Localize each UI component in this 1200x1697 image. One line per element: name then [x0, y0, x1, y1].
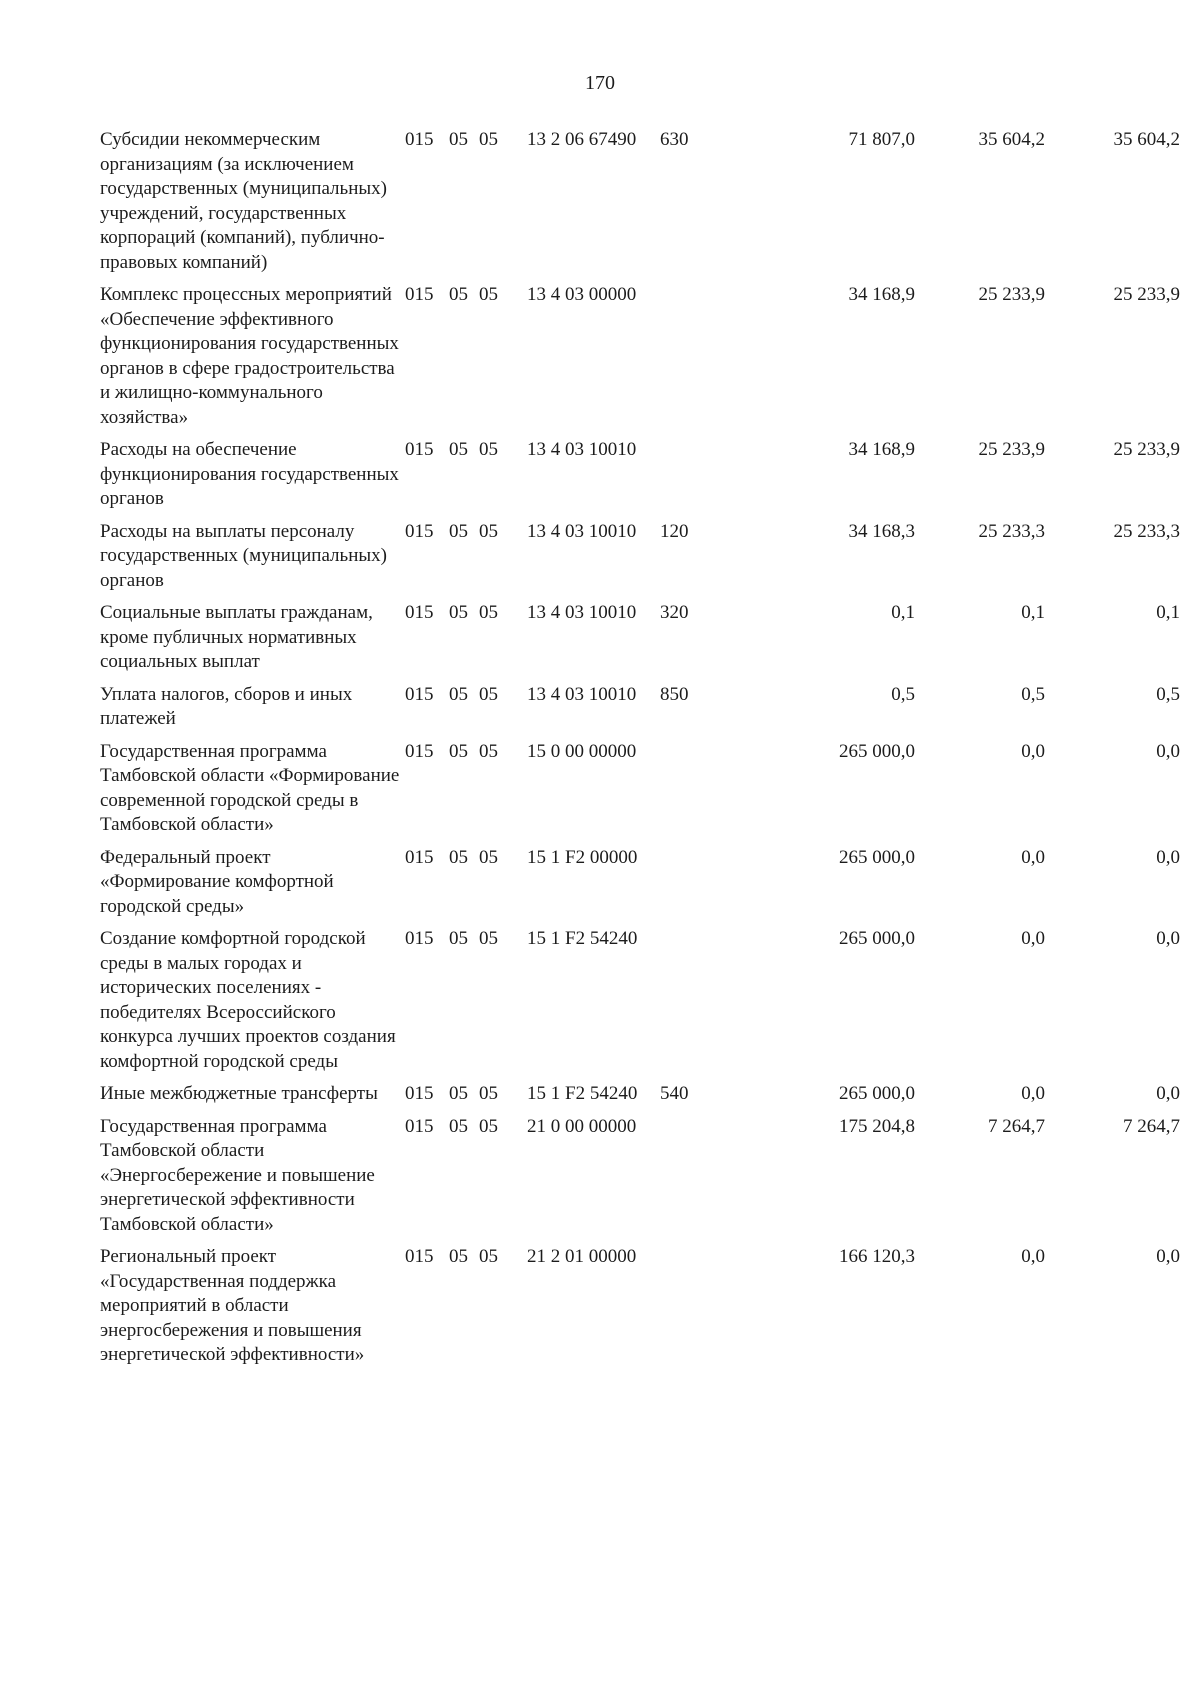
page-number: 170 — [585, 72, 615, 94]
target-article-code: 21 2 01 00000 — [527, 1246, 637, 1267]
ministry-code: 015 — [405, 520, 434, 542]
sum-year-3: 25 233,9 — [1113, 284, 1180, 305]
row-name: Государственная программа Тамбовской области «Энергосбережение и повышение энергетической эффективности Тамбовской области» — [100, 1115, 375, 1235]
ministry-code: 015 — [405, 602, 434, 623]
ministry-code: 015 — [405, 439, 434, 460]
sum-year-1: 34 168,9 — [848, 439, 915, 460]
sum-year-1: 265 000,0 — [839, 740, 915, 762]
section-code: 05 — [449, 602, 468, 623]
table-row — [100, 283, 1180, 430]
table-row — [100, 601, 1180, 675]
table-row — [100, 128, 1180, 275]
target-article-code: 21 0 00 00000 — [527, 1115, 637, 1137]
target-article-code: 13 4 03 10010 — [527, 520, 637, 542]
sum-year-2: 25 233,9 — [978, 439, 1045, 460]
subsection-code: 05 — [479, 1115, 498, 1137]
row-name: Создание комфортной городской среды в малых городах и исторических поселениях - победителях Всероссийского конкурса лучших проектов создания комфортной городской среды — [100, 928, 396, 1072]
table-row — [100, 438, 1180, 512]
section-code: 05 — [449, 1083, 468, 1104]
ministry-code: 015 — [405, 284, 434, 305]
section-code: 05 — [449, 683, 468, 705]
subsection-code: 05 — [479, 602, 498, 623]
sum-year-1: 175 204,8 — [839, 1115, 915, 1137]
sum-year-2: 0,0 — [1021, 846, 1045, 868]
sum-year-1: 34 168,3 — [848, 520, 915, 542]
table-row — [100, 520, 1180, 594]
sum-year-1: 71 807,0 — [848, 129, 915, 150]
subsection-code: 05 — [479, 129, 498, 150]
subsection-code: 05 — [479, 439, 498, 460]
sum-year-2: 7 264,7 — [988, 1115, 1045, 1137]
target-article-code: 13 4 03 10010 — [527, 602, 637, 623]
section-code: 05 — [449, 1115, 468, 1137]
sum-year-2: 0,0 — [1021, 1246, 1045, 1267]
table-row — [100, 1115, 1180, 1238]
target-article-code: 15 1 F2 54240 — [527, 928, 638, 949]
budget-table — [100, 128, 1180, 1376]
subsection-code: 05 — [479, 1083, 498, 1104]
ministry-code: 015 — [405, 1115, 434, 1137]
sum-year-1: 0,1 — [891, 602, 915, 623]
table-row — [100, 846, 1180, 920]
section-code: 05 — [449, 928, 468, 949]
target-article-code: 13 4 03 10010 — [527, 683, 637, 705]
sum-year-1: 34 168,9 — [848, 284, 915, 305]
ministry-code: 015 — [405, 928, 434, 949]
target-article-code: 15 1 F2 54240 — [527, 1083, 638, 1104]
table-row — [100, 1245, 1180, 1368]
sum-year-2: 35 604,2 — [978, 129, 1045, 150]
expense-type-code: 850 — [660, 683, 689, 705]
sum-year-3: 0,5 — [1156, 683, 1180, 705]
row-name: Комплекс процессных мероприятий «Обеспечение эффективного функционирования государственных органов в сфере градостроительства и жилищно-коммунального хозяйства» — [100, 284, 399, 428]
sum-year-3: 0,0 — [1156, 740, 1180, 762]
ministry-code: 015 — [405, 1246, 434, 1267]
ministry-code: 015 — [405, 129, 434, 150]
sum-year-1: 166 120,3 — [839, 1246, 915, 1267]
section-code: 05 — [449, 846, 468, 868]
table-row — [100, 740, 1180, 838]
row-name: Федеральный проект «Формирование комфортной городской среды» — [100, 846, 334, 917]
sum-year-3: 25 233,3 — [1113, 520, 1180, 542]
sum-year-2: 25 233,3 — [978, 520, 1045, 542]
row-name: Государственная программа Тамбовской области «Формирование современной городской среды в Тамбовской области» — [100, 740, 400, 835]
target-article-code: 15 0 00 00000 — [527, 740, 637, 762]
row-name: Расходы на обеспечение функционирования государственных органов — [100, 439, 399, 509]
ministry-code: 015 — [405, 846, 434, 868]
sum-year-1: 265 000,0 — [839, 846, 915, 868]
row-name: Социальные выплаты гражданам, кроме публичных нормативных социальных выплат — [100, 602, 373, 672]
ministry-code: 015 — [405, 740, 434, 762]
table-row — [100, 1082, 1180, 1107]
sum-year-1: 265 000,0 — [839, 1083, 915, 1104]
subsection-code: 05 — [479, 683, 498, 705]
sum-year-3: 0,1 — [1156, 602, 1180, 623]
section-code: 05 — [449, 520, 468, 542]
sum-year-2: 0,1 — [1021, 602, 1045, 623]
ministry-code: 015 — [405, 1083, 434, 1104]
section-code: 05 — [449, 740, 468, 762]
expense-type-code: 120 — [660, 520, 689, 542]
section-code: 05 — [449, 129, 468, 150]
row-name: Субсидии некоммерческим организациям (за исключением государственных (муниципальных) учреждений, государственных корпораций (компаний), публично-правовых компаний) — [100, 129, 387, 273]
target-article-code: 13 4 03 10010 — [527, 439, 637, 460]
table-row — [100, 683, 1180, 732]
sum-year-2: 0,0 — [1021, 1083, 1045, 1104]
target-article-code: 15 1 F2 00000 — [527, 846, 638, 868]
sum-year-2: 25 233,9 — [978, 284, 1045, 305]
subsection-code: 05 — [479, 928, 498, 949]
sum-year-3: 0,0 — [1156, 1246, 1180, 1267]
subsection-code: 05 — [479, 1246, 498, 1267]
sum-year-1: 265 000,0 — [839, 928, 915, 949]
sum-year-2: 0,0 — [1021, 928, 1045, 949]
sum-year-3: 0,0 — [1156, 928, 1180, 949]
target-article-code: 13 2 06 67490 — [527, 129, 637, 150]
subsection-code: 05 — [479, 846, 498, 868]
sum-year-1: 0,5 — [891, 683, 915, 705]
row-name: Расходы на выплаты персоналу государственных (муниципальных) органов — [100, 520, 387, 591]
expense-type-code: 320 — [660, 602, 689, 623]
sum-year-2: 0,0 — [1021, 740, 1045, 762]
section-code: 05 — [449, 284, 468, 305]
subsection-code: 05 — [479, 284, 498, 305]
expense-type-code: 540 — [660, 1083, 689, 1104]
ministry-code: 015 — [405, 683, 434, 705]
sum-year-3: 25 233,9 — [1113, 439, 1180, 460]
target-article-code: 13 4 03 00000 — [527, 284, 637, 305]
sum-year-3: 7 264,7 — [1123, 1115, 1180, 1137]
section-code: 05 — [449, 439, 468, 460]
row-name: Иные межбюджетные трансферты — [100, 1083, 378, 1104]
sum-year-3: 0,0 — [1156, 1083, 1180, 1104]
expense-type-code: 630 — [660, 129, 689, 150]
subsection-code: 05 — [479, 520, 498, 542]
table-row — [100, 927, 1180, 1074]
section-code: 05 — [449, 1246, 468, 1267]
sum-year-2: 0,5 — [1021, 683, 1045, 705]
sum-year-3: 0,0 — [1156, 846, 1180, 868]
row-name: Уплата налогов, сборов и иных платежей — [100, 683, 353, 729]
sum-year-3: 35 604,2 — [1113, 129, 1180, 150]
row-name: Региональный проект «Государственная поддержка мероприятий в области энергосбережения и повышения энергетической эффективности» — [100, 1246, 365, 1365]
subsection-code: 05 — [479, 740, 498, 762]
